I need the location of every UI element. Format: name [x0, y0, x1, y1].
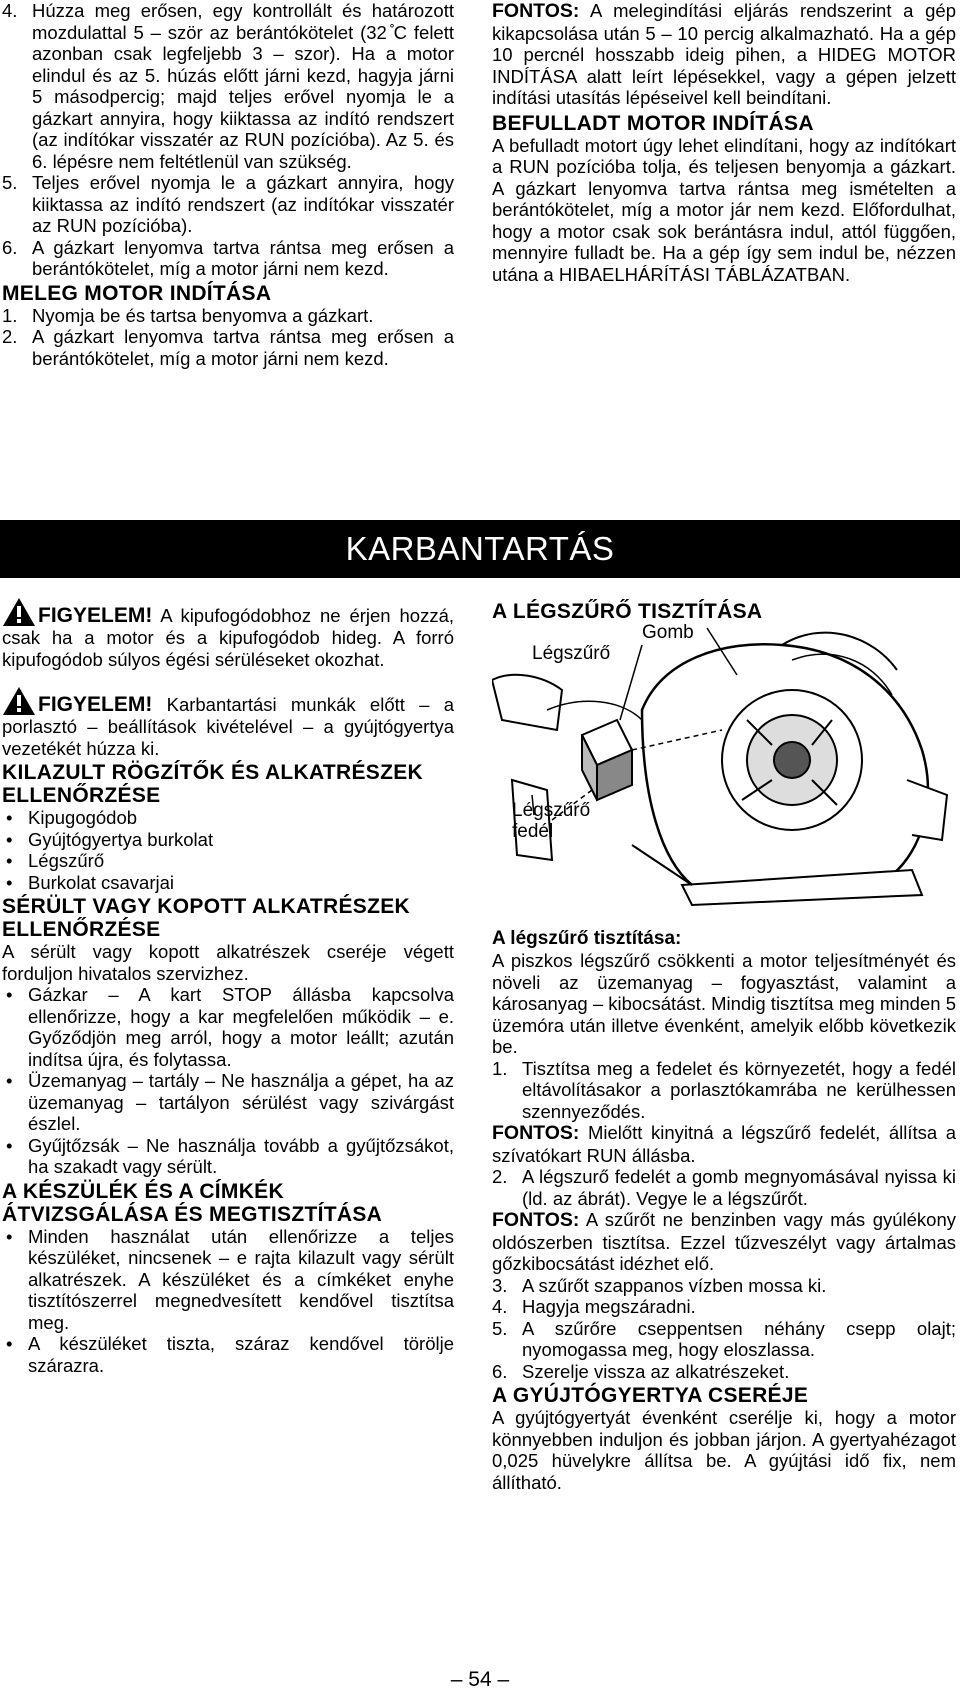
warning-text: A kipufogódobhoz ne érjen hozzá, csak ha a motor és a kipufogódob hideg. A forró kipufogódob súlyos égési sérüléseket okozhat. [2, 605, 454, 670]
warning-triangle-icon [2, 597, 36, 627]
step-number: 4. [2, 0, 18, 21]
list-item: • Légszűrő [2, 850, 454, 872]
step-number: 6. [2, 236, 18, 258]
step-number: 1. [492, 1057, 508, 1079]
list-item: • Burkolat csavarjai [2, 872, 454, 894]
cold-start-step-6 [2, 237, 454, 280]
filter-step-4: 4. Hagyja megszáradni. [492, 1296, 696, 1317]
filter-step-6: 6. Szerelje vissza az alkatrészeket. [492, 1360, 790, 1382]
bullet-icon: • [6, 1225, 13, 1247]
list-item: • Minden használat után ellenőrizze a teljes készüléket, nincsenek – e rajta kilazult vagy sérült alkatrészek. A készüléket és a címkéket enyhe tisztítószerrel megnedvesített kendővel tisztítsa meg. [2, 1226, 454, 1334]
important-text: A szűrőt ne benzinben vagy más gyúlékony oldószerben tisztítsa. Ezzel tűzveszélyt vagy ártalmas gőzkibocsátást idézhet elő. [492, 1209, 956, 1274]
bullet-icon: • [6, 1333, 13, 1354]
filter-cover-label: Légszűrő fedél [512, 800, 591, 842]
important-label: FONTOS: [492, 1209, 580, 1231]
step-text: Tisztítsa meg a fedelet és környezetét, hogy a fedél eltávolításakor a porlasztókamrába ne kerülhessen szennyeződés. [522, 1057, 956, 1122]
list-item: • A készüléket tiszta, száraz kendővel törölje szárazra. [2, 1333, 454, 1376]
warm-start-note [492, 0, 956, 109]
bullet-icon: • [6, 1134, 13, 1156]
list-item: • Üzemanyag – tartály – Ne használja a gépet, ha az üzemanyag – tartályon sérülést vagy szivárgást észlel. [2, 1070, 454, 1135]
spark-plug-text: A gyújtógyertyát évenként cserélje ki, hogy a motor könnyebben induljon és jobban járjon. A gyertyahézagot 0,025 hüvelykre állítsa be. A gyújtási idő fix, nem állítható. [492, 1407, 956, 1493]
damaged-parts-intro: A sérült vagy kopott alkatrészek cseréje végett forduljon hivatalos szervizhez. [2, 941, 454, 984]
step-text: Teljes erővel nyomja le a gázkart annyira, hogy kiiktassa az indító rendszert (az indítókar visszatér az RUN pozícióba). [32, 172, 454, 236]
important-text: A melegindítási eljárás rendszerint a gép kikapcsolása után 5 – 10 percig alkalmazható. Ha a gép 10 percnél hosszabb ideig pihen, a HIDEG MOTOR INDÍTÁSA alatt leírt lépésekkel, vagy a gépen jelzett indítási utasítás lépéseivel kell beindítani. [492, 0, 956, 108]
filter-cleaning-subheading: A légszűrő tisztítása: [492, 928, 682, 949]
step-text: Húzza meg erősen, egy kontrollált és határozott mozdulattal 5 – ször az berántókötelet (32 ̊C felett azonban csak legfeljebb 3 – szor). Ha a motor elindul és az 5. húzás előtt járni kezd, hagyja járni 5 másodpercig; majd teljes erővel nyomja le a gázkart annyira, hogy kiiktassa az indító rendszert (az indítókar visszatér az RUN pozícióba). Az 5. és 6. lépésre nem feltétlenül van szükség. [32, 0, 454, 172]
step-number: 2. [492, 1166, 508, 1187]
step-text: A gázkart lenyomva tartva rántsa meg erősen a berántókötelet, míg a motor járni nem kezd. [32, 236, 454, 279]
warning-text: Karbantartási munkák előtt – a porlasztó – beállítások kivételével – a gyújtógyertya vezetékét húzza ki. [2, 694, 454, 759]
right-column-bottom [492, 928, 956, 1493]
important-label: FONTOS: [492, 1122, 580, 1144]
left-column-top [2, 0, 454, 369]
maintenance-banner: KARBANTARTÁS [0, 520, 960, 578]
bullet-icon: • [6, 807, 13, 828]
step-text: A légszurő fedelét a gomb megnyomásával nyissa ki (ld. az ábrát). Vegye le a légszűrőt. [522, 1166, 956, 1209]
inspect-clean-heading: A KÉSZÜLÉK ÉS A CÍMKÉK ÁTVIZSGÁLÁSA ÉS MEGTISZTÍTÁSA [2, 1179, 383, 1226]
filter-step-1 [492, 1058, 956, 1123]
cold-start-step-5 [2, 172, 454, 237]
damaged-parts-heading: SÉRÜLT VAGY KOPOTT ALKATRÉSZEK ELLENŐRZÉSE [2, 895, 411, 941]
list-item: • Gyűjtőzsák – Ne használja tovább a gyűjtőzsákot, ha szakadt vagy sérült. [2, 1135, 454, 1178]
page-number: – 54 – [450, 1668, 510, 1691]
bullet-icon: • [6, 850, 13, 871]
bullet-icon: • [6, 1070, 13, 1091]
important-text: Mielőtt kinyitná a légszűrő fedelét, állítsa a szívatókart RUN állásba. [492, 1122, 956, 1166]
step-number: 5. [2, 172, 18, 193]
step-text: Nyomja be és tartsa benyomva a gázkart. [32, 304, 374, 326]
air-filter-diagram [492, 600, 956, 925]
air-filter-heading: A LÉGSZŰRŐ TISZTÍTÁSA [492, 600, 763, 623]
spark-plug-heading: A GYÚJTÓGYERTYA CSERÉJE [492, 1384, 809, 1407]
filter-step-5: 5. A szűrőre cseppentsen néhány csepp olajt; nyomogassa meg, hogy eloszlassa. [492, 1317, 956, 1360]
loose-parts-heading: KILAZULT RÖGZÍTŐK ÉS ALKATRÉSZEK ELLENŐRZÉSE [2, 761, 424, 807]
important-label: FONTOS: [492, 0, 580, 22]
air-filter-part [582, 720, 632, 800]
step-text: A gázkart lenyomva tartva rántsa meg erősen a berántókötelet, míg a motor járni nem kezd. [32, 326, 454, 369]
list-item: • Gázkar – A kart STOP állásba kapcsolva ellenőrizze, hogy a kar megfelelően működik – e. Győződjön meg arról, hogy a motor leállt; azután indítsa újra, és folytassa. [2, 984, 454, 1070]
flooded-start-heading: BEFULLADT MOTOR INDÍTÁSA [492, 111, 814, 135]
bullet-icon: • [6, 871, 13, 893]
filter-label: Légszűrő [532, 643, 611, 664]
filter-cleaning-intro: A piszkos légszűrő csökkenti a motor teljesítményét és növeli az üzemanyag – fogyasztást, valamint a károsanyag – kibocsátást. Mindig tisztítsa meg minden 5 üzemóra után illetve évenként, amelyik előbb következik be. [492, 950, 956, 1057]
filter-important-1 [492, 1122, 956, 1166]
warm-start-step-1 [2, 305, 454, 327]
list-item: • Kipugogódob [2, 807, 454, 829]
filter-important-2 [492, 1209, 956, 1275]
warm-start-step-2 [2, 326, 454, 369]
warning-exhaust [2, 597, 454, 670]
step-number: 2. [2, 326, 18, 347]
right-column-top [492, 0, 956, 285]
flooded-start-text: A befulladt motort úgy lehet elindítani, hogy az indítókart a RUN pozícióba tolja, és teljesen benyomja a gázkart. A gázkart lenyomva tartva rántsa meg ismételten a berántókötelet, míg a motor jár nem kezd. Előfordulhat, hogy a motor csak sok berántásra indul, attól függően, mennyire fulladt be. Ha a gép így sem indul be, nézzen utána a HIBAELHÁRÍTÁSI TÁBLÁZATBAN. [492, 134, 956, 285]
warning-label: FIGYELEM! [38, 693, 153, 716]
filter-step-3: 3. A szűrőt szappanos vízben mossa ki. [492, 1274, 827, 1296]
left-column-bottom [2, 597, 454, 1376]
warning-spark-plug [2, 686, 454, 759]
list-item: • Gyújtógyertya burkolat [2, 829, 454, 851]
warning-triangle-icon [2, 686, 36, 716]
step-number: 1. [2, 304, 18, 326]
cold-start-step-4 [2, 0, 454, 172]
warm-start-heading: MELEG MOTOR INDÍTÁSA [2, 281, 272, 305]
warning-label: FIGYELEM! [38, 604, 153, 627]
knob-label: Gomb [642, 622, 694, 643]
bullet-icon: • [6, 828, 13, 850]
bullet-icon: • [6, 984, 13, 1005]
filter-step-2 [492, 1166, 956, 1209]
